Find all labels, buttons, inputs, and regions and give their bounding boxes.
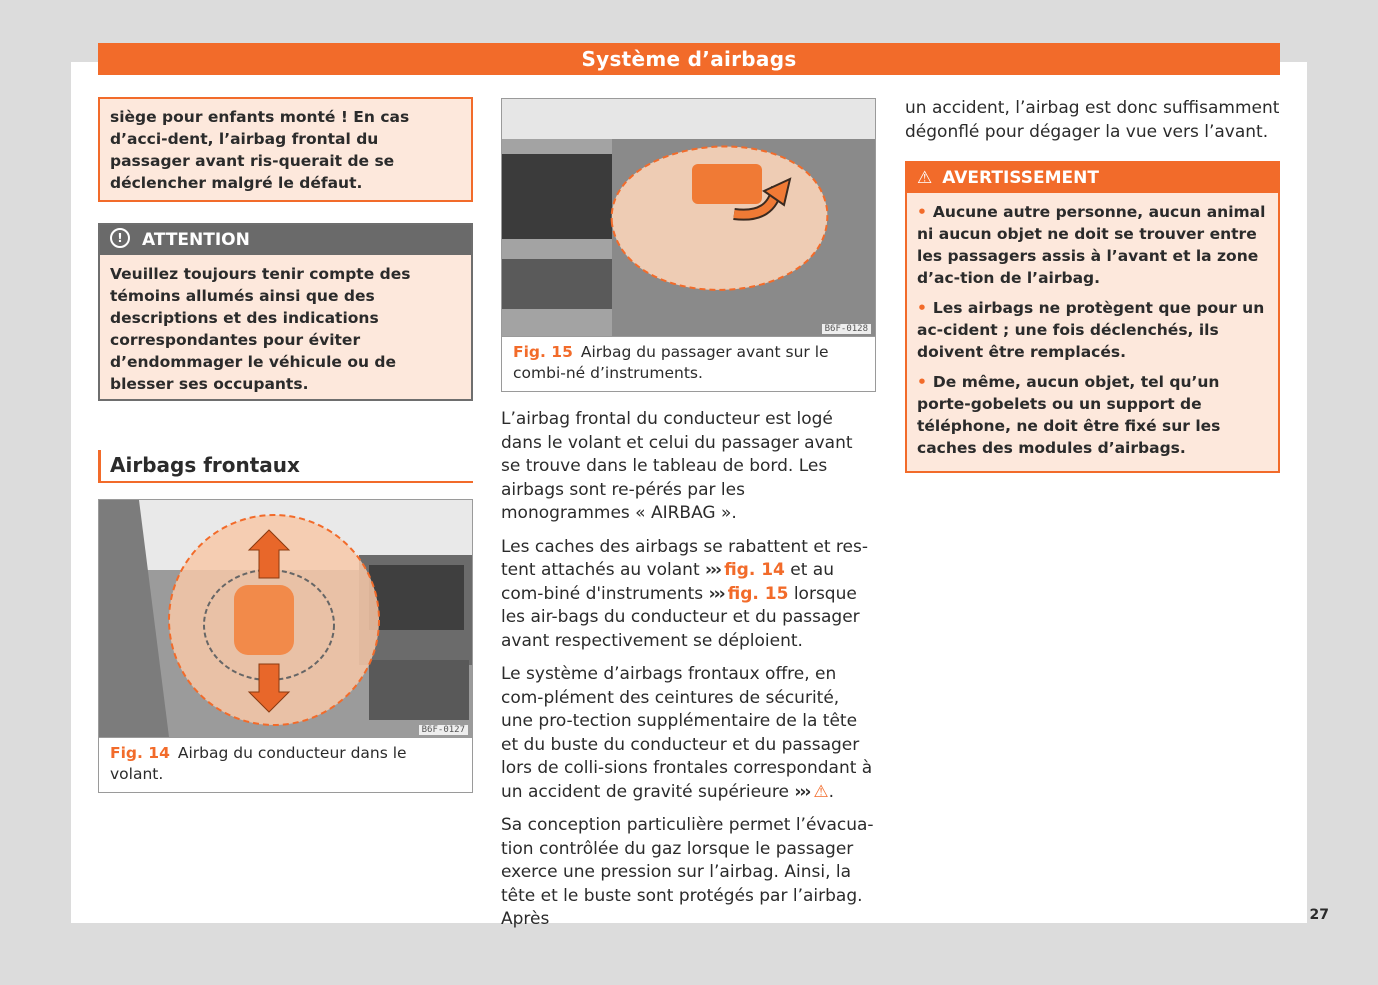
figure-15: [501, 98, 876, 392]
fig15-image: [502, 99, 875, 336]
warning-body: [907, 193, 1278, 471]
bullet-icon: •: [917, 299, 927, 317]
column-left: [98, 97, 473, 793]
driver-airbag-illustration: [99, 500, 472, 737]
passenger-airbag-illustration: [502, 99, 875, 336]
paragraph-1: L’airbag frontal du conducteur est logé dans le volant et celui du passager avant se trouve dans le tableau de bord. Les airbags sont re-pérés par les monogrammes « AIRBAG ».: [501, 409, 853, 523]
fig14-image: [99, 500, 472, 737]
fig15-caption: [502, 336, 875, 391]
fig14-caption-text: Airbag du conducteur dans le volant.: [110, 744, 407, 783]
paragraph-2: [501, 536, 876, 654]
warning-title: AVERTISSEMENT: [942, 168, 1099, 188]
attention-title: ATTENTION: [142, 230, 250, 250]
paragraph-4: Sa conception particulière permet l’évacua-tion contrôlée du gaz lorsque le passager exerce une pression sur l’airbag. Ainsi, la tête et le buste sont protégés par l’airbag. Après: [501, 815, 874, 929]
bullet-icon: •: [917, 373, 927, 391]
p3-text: Le système d’airbags frontaux offre, en com-plément des ceintures de sécurité, une pro-tection supplémentaire de la tête et du buste du conducteur et du passager lors de colli-sions frontales correspondant à un accident de gravité supérieure: [501, 664, 873, 802]
warning-item-text: Les airbags ne protègent que pour un ac-cident ; une fois déclenchés, ils doivent être remplacés.: [917, 299, 1265, 361]
page-header: Système d’airbags: [98, 43, 1280, 75]
p3-period: .: [828, 781, 835, 802]
fig14-caption: [99, 737, 472, 792]
warning-item: [917, 297, 1268, 363]
fig15-caption-text: Airbag du passager avant sur le combi-né d’instruments.: [513, 343, 829, 382]
warning-header: [907, 163, 1278, 193]
column-middle: [501, 98, 876, 942]
warning-item: [917, 371, 1268, 459]
info-circle-icon: !: [110, 228, 130, 248]
ref-arrows-3: ›››: [794, 781, 810, 802]
warning-item: [917, 201, 1268, 289]
figure-14: [98, 499, 473, 793]
fig14-label: Fig. 14: [110, 744, 170, 762]
bullet-icon: •: [917, 203, 927, 221]
attention-header: [100, 225, 471, 255]
attention-box: [98, 223, 473, 401]
section-title: Airbags frontaux: [98, 450, 473, 483]
warning-item-text: De même, aucun objet, tel qu’un porte-gobelets ou un support de téléphone, ne doit être fixé sur les caches des modules d’airbags.: [917, 373, 1221, 457]
warning-triangle-icon[interactable]: ⚠: [813, 781, 829, 802]
ref-arrows-2: ›››: [708, 583, 724, 604]
fig14-link[interactable]: fig. 14: [724, 560, 785, 580]
page-number: 27: [1309, 907, 1329, 923]
attention-body: Veuillez toujours tenir compte des témoins allumés ainsi que des descriptions et des indications correspondantes pour éviter d’endommager le véhicule ou de blesser ses occupants.: [100, 255, 471, 399]
fig15-link[interactable]: fig. 15: [727, 583, 789, 604]
fig14-code: B6F-0127: [419, 725, 468, 735]
ref-arrows-1: ›››: [705, 560, 721, 580]
paragraph-3: [501, 663, 876, 804]
warning-item-text: Aucune autre personne, aucun animal ni aucun objet ne doit se trouver entre les passagers assis à l’avant et la zone d’ac-tion de l’airbag.: [917, 203, 1266, 287]
p2-text-a: Les caches des airbags se rabattent et res-tent attachés au volant: [501, 536, 868, 580]
warning-box: [905, 161, 1280, 473]
continued-warning-box: siège pour enfants monté ! En cas d’acci-dent, l’airbag frontal du passager avant ris-querait de se déclencher malgré le défaut.: [98, 97, 473, 202]
warning-icon: ⚠: [917, 168, 933, 188]
paragraph-continued: un accident, l’airbag est donc suffisamment dégonflé pour dégager la vue vers l’avant.: [905, 98, 1280, 142]
p2-text-b: et au com-biné d'instruments: [501, 560, 835, 604]
fig15-code: B6F-0128: [822, 324, 871, 334]
fig15-label: Fig. 15: [513, 343, 573, 361]
p2-text-c: lorsque les air-bags du conducteur et du passager avant respectivement se déploient.: [501, 583, 860, 651]
column-right: [905, 97, 1280, 473]
